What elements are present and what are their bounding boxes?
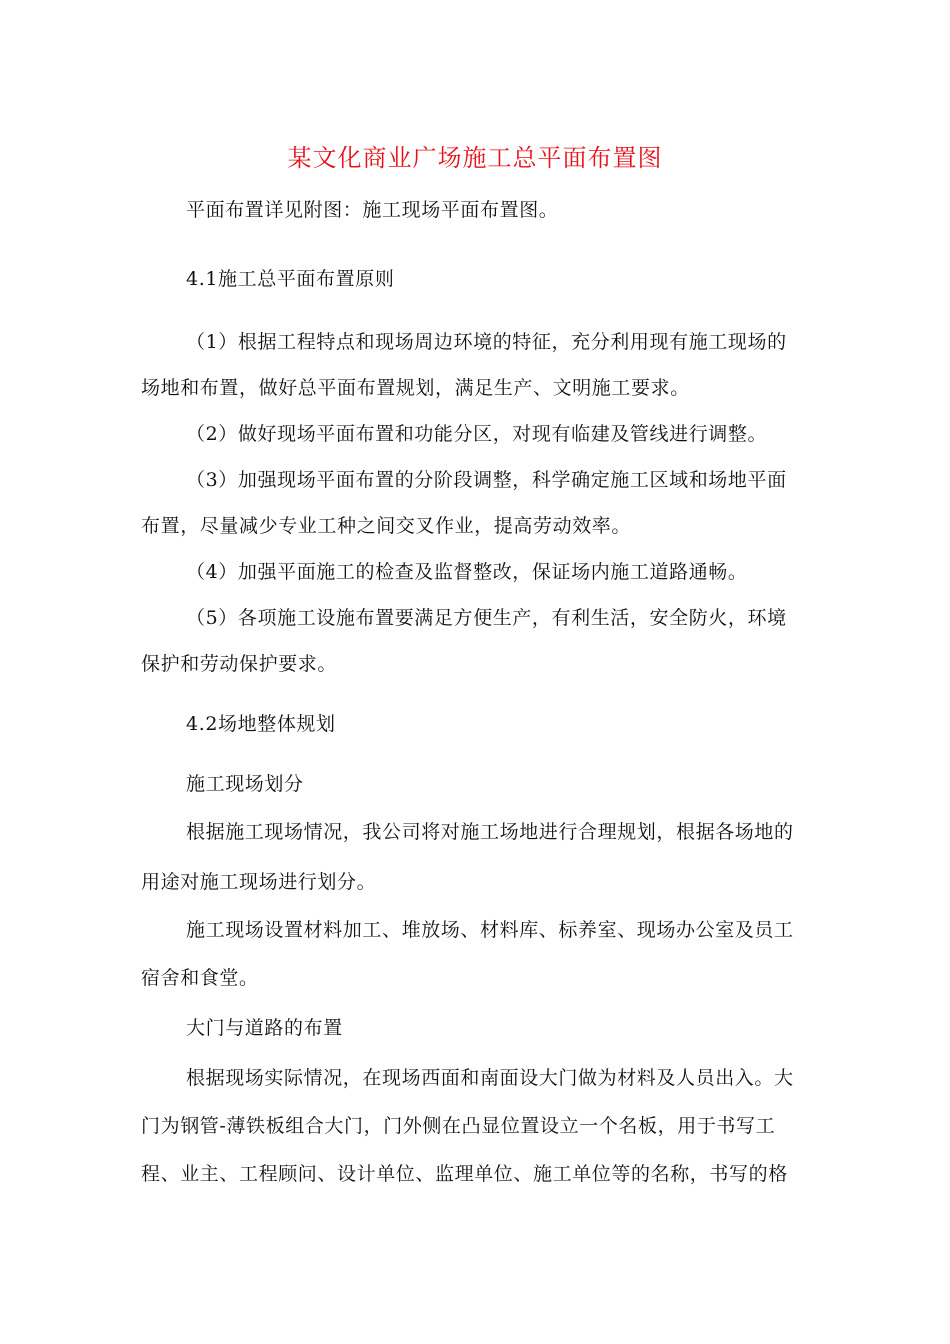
division-paragraph-line-1: 根据施工现场情况，我公司将对施工场地进行合理规划，根据各场地的 [186,821,794,843]
principle-4-line: （4）加强平面施工的检查及监督整改，保证场内施工道路通畅。 [186,561,748,583]
gate-paragraph-line-3: 程、业主、工程顾问、设计单位、监理单位、施工单位等的名称，书写的格 [141,1163,788,1185]
principle-2-line: （2）做好现场平面布置和功能分区，对现有临建及管线进行调整。 [186,423,768,445]
section-heading-4-2: 4.2场地整体规划 [186,713,336,735]
intro-line: 平面布置详见附图：施工现场平面布置图。 [186,199,559,221]
principle-5-line-2: 保护和劳动保护要求。 [141,653,338,675]
subheading-gate-road: 大门与道路的布置 [186,1017,343,1039]
principle-5-line-1: （5）各项施工设施布置要满足方便生产，有利生活，安全防火，环境 [186,607,787,629]
principle-3-line-2: 布置，尽量减少专业工种之间交叉作业，提高劳动效率。 [141,515,632,537]
subheading-site-division: 施工现场划分 [186,773,304,795]
facilities-line-2: 宿舍和食堂。 [141,967,259,989]
facilities-line-1: 施工现场设置材料加工、堆放场、材料库、标养室、现场办公室及员工 [186,919,794,941]
division-paragraph-line-2: 用途对施工现场进行划分。 [141,871,377,893]
principle-3-line-1: （3）加强现场平面布置的分阶段调整，科学确定施工区域和场地平面 [186,469,787,491]
section-heading-4-1: 4.1施工总平面布置原则 [186,268,395,290]
principle-1-line-1: （1）根据工程特点和现场周边环境的特征，充分利用现有施工现场的 [186,331,787,353]
principle-1-line-2: 场地和布置，做好总平面布置规划，满足生产、文明施工要求。 [141,377,690,399]
gate-paragraph-line-1: 根据现场实际情况，在现场西面和南面设大门做为材料及人员出入。大 [186,1067,794,1089]
gate-paragraph-line-2: 门为钢管-薄铁板组合大门，门外侧在凸显位置设立一个名板，用于书写工 [141,1115,776,1137]
document-title: 某文化商业广场施工总平面布置图 [287,144,663,172]
